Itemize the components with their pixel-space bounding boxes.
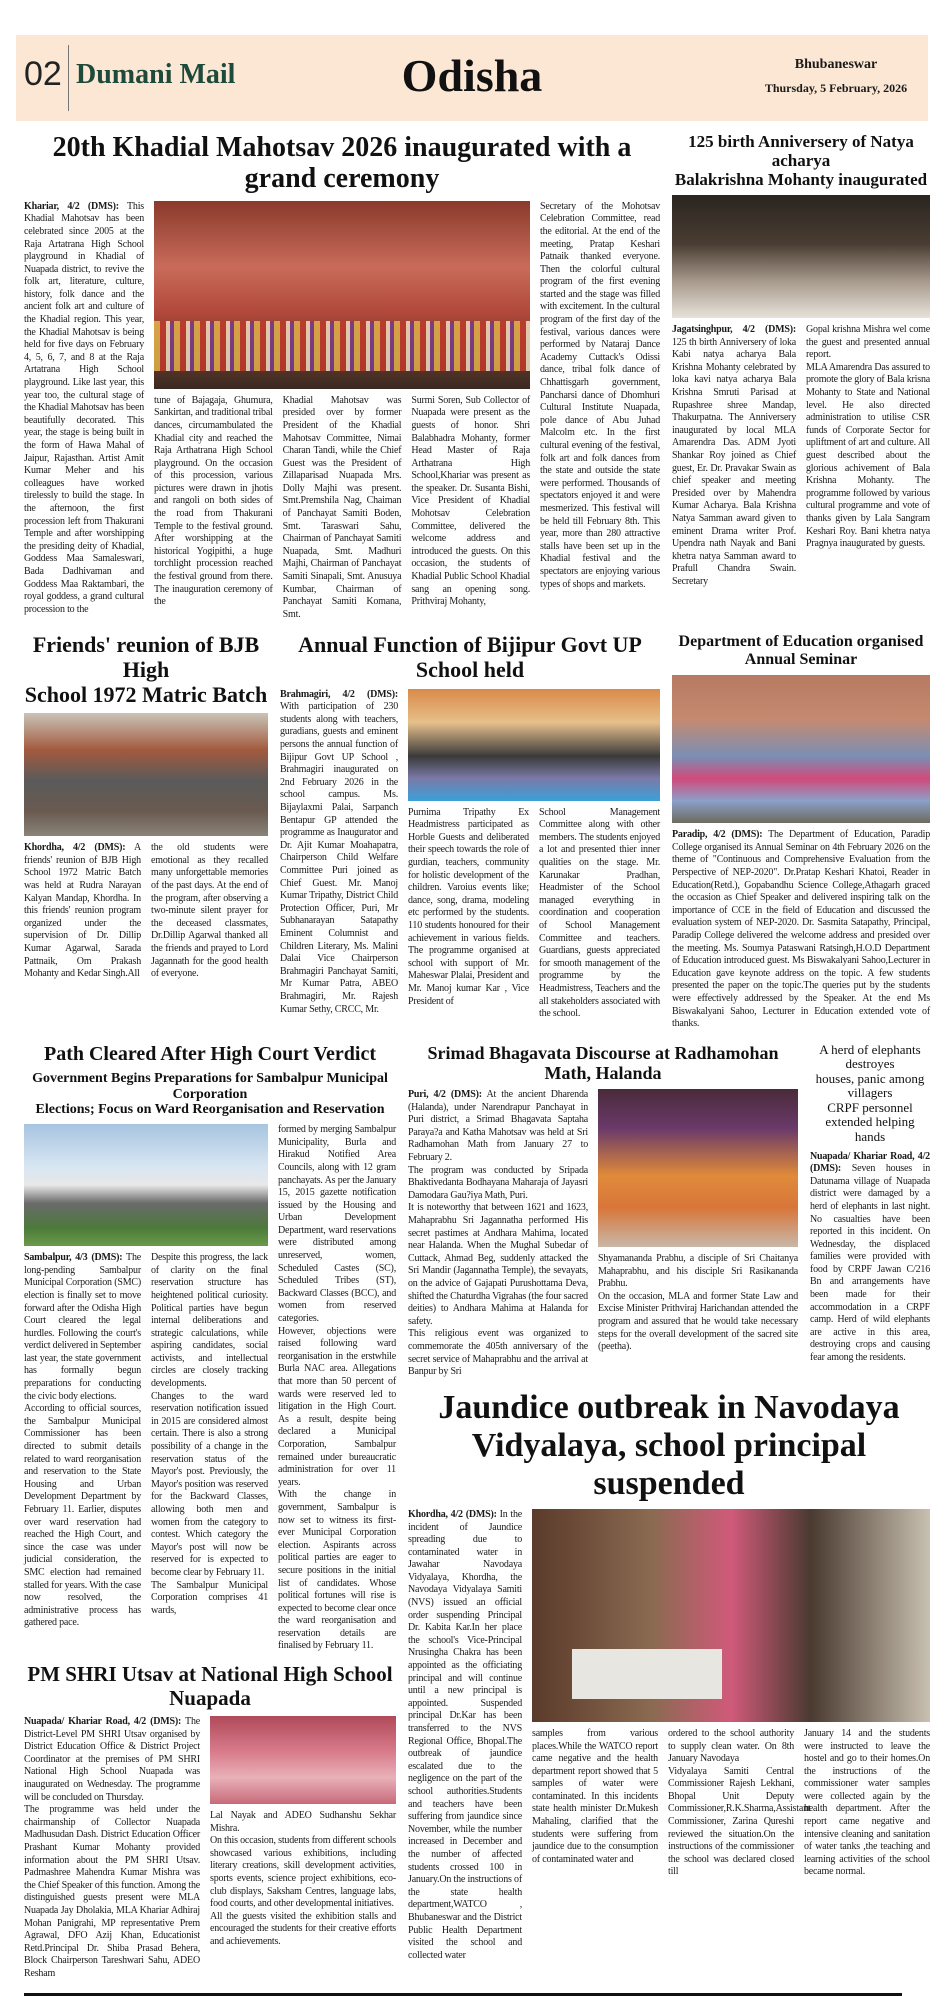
headline-line: Friends' reunion of BJB High — [32, 632, 260, 683]
headline-line: A herd of elephants destroyes — [819, 1041, 921, 1072]
headline-pmshri: PM SHRI Utsav at National High School Nuapada — [27, 1662, 393, 1710]
reunion-column-1 — [24, 842, 141, 981]
headline-reunion — [24, 633, 268, 707]
khadial-column-3: Khadial Mahotsav was presided over by former President of the Khadial Mahotsav Committee, Nimai Charan Tandi, while the Chief Guest was the President of Zillaparisad Nuapada Mrs. Dolly Majhi was present. Smt.Premshila Nag, Chaiman of Panchayat Samiti Boden, Smt. Taraswari Sahu, Chairman of Panchayat Samiti Nuapada, Smt. Madhuri Majhi, Chairman of Panchayat Samiti Sinapali, Smt. Anusuya Kumbar, Chairman of Panchayat Samiti Komana, Smt. — [282, 394, 402, 620]
natya-body — [672, 324, 930, 588]
article-sambalpur — [24, 1043, 396, 1653]
photo-annual-function — [408, 689, 660, 801]
page-body — [24, 132, 930, 1996]
article-text: At the ancient Dharenda (Halanda), under Narendrapur Panchayat in Puri district, a Srimad Bhagavata Saptaha Paraya?a and Katha Mahotsav was held at Sri Radhamohan Math from January 27 to February 2. The program was conducted by Sripada Bhaktivedanta Bodhayana Maharaja of Jayasri Damodara Gau?iya Math, Puri. It is noteworthy that between 1621 and 1623, Mahaprabhu Sri Jagannatha performed His secret pastimes at Andhara Mahima, located near Halanda. When the Mughal Subedar of Cuttack, Ahmad Beg, suddenly attacked the Sri Mandir (Jagannatha Temple), the sevayats, on the advice of Gajapati Purushottama Deva, shifted the Chaturdha Vigrahas (the four sacred deities) to Andhara Mahima at Halanda for safety. This religious event was organized to commemorate the 405th anniversary of the secret service of Mahaprabhu and the arrival at Banpur by Sri — [408, 1089, 588, 1378]
jaundice-column-1 — [408, 1509, 522, 1962]
headline-line: houses, panic among villagers — [815, 1070, 925, 1101]
article-text: The Department of Education, Paradip College organised its Annual Seminar on 4th February 2026 on the theme of "Continuous and Comprehensive Evaluation from the Perspective of NEP-2020". Dr.Pratap Keshari Khatoi, Reader in Education(Retd.), Gopabandhu Science College,Athagarh graced the occasion as Chief Speaker and delivered inspiring talk on the importance of CCE in the field of Education and discussed the evaluation system of NEP-2020. Dr. Sasmita Satapathy, Principal, Paradip College delivered the welcome address and presided over the meeting. Ms. Soumya Pataswani Ratsingh,H.O.D Department of Education introduced guest. Ms Biswakalyani Sahoo,Lecturer in Education gave keynote address on the topic. A few students presented the paper on the topic.The queries put by the students were effectively addressed by the Speaker. At the end Ms Biswakalyani Sahoo, Lecturer in Education extended vote of thanks. — [672, 829, 930, 1030]
article-text: A friends' reunion of BJB High School 1972 Matric Batch was held at Rudra Narayan Kalyan Mandap, Khordha. In this friends' reunion program organized under the supervision of Dr. Dillip Kumar Agarwal, Sarada Pattnaik, Om Prakash Mohanty and Kedar Singh.All — [24, 842, 141, 980]
seminar-text — [672, 829, 930, 1031]
photo-reunion-group — [24, 713, 268, 836]
dateline: Paradip, 4/2 (DMS): — [672, 829, 763, 841]
bijipur-right — [408, 689, 660, 1021]
page-number: 02 — [24, 55, 62, 93]
jaundice-column-2: samples from various places.While the WATCO report came negative and the health department report showed that 5 samples of water were contaminated. In this incidents state health minister Dr.Mukesh Mahaling, clarified that the students were suffering from jaundice due to the consumption of contaminated water and — [532, 1727, 658, 1865]
article-text: This Khadial Mahotsav has been celebrated since 2005 at the Raja Artatrana High School playground in Khadial of Nuapada district, to revive the folk art, literature, culture, history, folk dance and the ancient folk art and culture of the Khadial region. This year, the Khadial Mahotsav is being held for five days on February 4, 5, 6, 7, and 8 at the Raja Artatrana High School playground. Like last year, this year too, the cultural stage of the Khadial Mahotsav has been beautifully decorated. This year, the stage is being built in the form of Hawa Mahal of Jaipur, Rajasthan. Artist Amit Kumar Meher and his colleagues have worked tirelessly to build the stage. In the afternoon, the first procession left from Thakurani Temple and after worshipping the presiding deity of Khadial, Goddess Maa Samaleswari, Bada Dadhivaman and Goddess Maa Raktambari, the royal goddess, a grand cultural procession to the — [24, 200, 144, 615]
photo-municipal-building — [24, 1124, 268, 1246]
bhagavata-body — [408, 1089, 798, 1379]
headline-natya — [672, 132, 930, 189]
sambalpur-body — [24, 1124, 396, 1653]
bijipur-column-3: School Management Committee along with other members. The students enjoyed a lot and presented thier inner qualities on the stage. Mr. Karunakar Pradhan, Headmister of the School managed everything in coordination and cooperation of School Management Committee and teachers. Guardians, guests appreciated for smooth management of the programme by the Headmistress, Teachers and the all stakeholders associated with the school. — [539, 806, 660, 1020]
article-seminar — [672, 633, 930, 1030]
row-middle — [24, 633, 930, 1030]
headline-line: extended helping hands — [825, 1114, 915, 1144]
natya-column-1 — [672, 324, 796, 588]
article-text: 125 th birth Anniversery of loka Kabi natya acharya Bala Krishna Mohanty celebrated by loka kavi natya acharya Bala Krishna Smruti Parisad at Rupashree shree Mandap, Thakurpatna. The Anniversery inaugurated by local MLA Amarendra Das. ADM Jyoti Shankar Roy joined as Chief guest, Er. Dr. Pravakar Swain as chief speaker and meeting Presided over by Mahendra Kumar Acharya. Bala Krishna Natya Samman award given to eminent Drama writer Prof. Upendra nath Nayak and Bani khetra natya Samman award to Prafull Chandra Swain. Secretary — [672, 336, 796, 587]
photo-nameplate — [572, 1649, 722, 1699]
right-stack — [408, 1043, 930, 1963]
bhagavata-right — [598, 1089, 798, 1354]
headline-line: Balakrishna Mohanty inaugurated — [674, 170, 928, 190]
edition-city: Bhubaneswar — [794, 57, 878, 72]
article-text: The long-pending Sambalpur Municipal Corporation (SMC) election is finally set to move forward after the Odisha High Court cleared the legal hurdles. Following the court's verdict delivered in September last year, the state government has formally begun preparations for conducting the civic body elections. According to official sources, the Sambalpur Municipal Commissioner has been directed to submit details related to ward reorganisation and reservation to the State Housing and Urban Development Department by February 11. Earlier, disputes over ward reservation had reached the High Court, and since the case was under judicial consideration, the SMC election had remained stalled for years. With the case now resolved, the administrative process has gathered pace. — [24, 1252, 142, 1629]
article-text: The District-Level PM SHRI Utsav organised by District Education Office & District Project Coordinator at the premises of PM SHRI National High School Nuapada was inaugurated on Wednesday. The programme will be concluded on Thursday. The programme was held under the chairmanship of Collector Nuapada Madhusudan Dash. District Education Officer Prashant Kumar Mohanty provided information about the PM SHRI Utsav. Padmashree Mahendra Kumar Mishra was the Chief Speaker of this function. Among the distinguished guests present were MLA Nuapada Jay Dholakia, MLA Khariar Adhiraj Mohan Panigrahi, MP representative Prem Agrawal, DFO Azij Khan, Educationist Retd.Principal Dr. Shiba Prasad Behera, Block Chairperson Tareshwari Sahu, ADEO Resham — [24, 1716, 200, 1979]
khadial-column-2: tune of Bajagaja, Ghumura, Sankirtan, and traditional tribal dances, circumambulated the Khadial city and reached the Raja Arthatrana High School playground. On the occasion of this procession, various pictures were drawn in jhotis and rangoli on both sides of the road from Thakurani Temple to the festival ground. After worshipping at the historical Yogipithi, a huge torchlight procession reached the festival ground from there. The inauguration ceremony of the — [154, 394, 273, 608]
masthead-divider — [68, 45, 69, 111]
bhagavata-column-2: Shyamananda Prabhu, a disciple of Sri Chaitanya Mahaprabhu, and his disciple Sri Rasikananda Prabhu. On the occasion, MLA and former State Law and Excise Minister Prithviraj Harichandan attended the program and assured that he would take necessary steps for the overall development of the sacred site (peetha). — [598, 1253, 798, 1353]
headline-line: Vidyalaya, school principal suspended — [471, 1426, 867, 1502]
article-text: With participation of 230 students along with teachers, guradians, guests and eminent persons the annual function of Bijipur Govt UP School , Brahmagiri inaugurated on 2nd February 2026 in the school campus. Ms. Bijaylaxmi Palai, Sarpanch Bentapur GP attended the programme as Inaugurator and Dr. Ajit Kumar Moahapatra, Chairperson Child Welfare Committee Puri joined as Chief Guest. Mr. Manoj Kumar Tripathy, District Child Protection Officer, Puri, Mr Subhanarayan Satapathy Eminent Columnist and Children Literary, Ms. Malini Dalai Vice Chairperson Brahmagiri Panchayat Samiti, Mr Kumar Patra, ABEO Brahmagiri, Mr. Rajesh Kumar Sethy, CRCC, Mr. — [280, 701, 398, 1015]
article-bijipur — [280, 633, 660, 1020]
headline-bhagavata: Srimad Bhagavata Discourse at Radhamohan Math, Halanda — [427, 1042, 779, 1083]
jaundice-column-3: ordered to the school authority to supply clean water. On 8th January Navodaya Vidyalaya Samiti Central Commissioner Rajesh Lekhani, Bhopal Unit Deputy Commissioner,R.K.Sharma,Assistant Commissioner, Zarina Qureshi reviewed the situation.On the instructions of the commissioner the school was declared closed till — [668, 1727, 811, 1878]
dateline: Sambalpur, 4/3 (DMS): — [24, 1252, 123, 1264]
sambalpur-column-1 — [24, 1252, 141, 1630]
headline-line: 125 birth Anniversery of Natya acharya — [688, 132, 914, 171]
photo-book-release — [672, 195, 930, 318]
masthead — [16, 35, 928, 121]
dateline: Khordha, 4/2 (DMS): — [24, 842, 126, 854]
article-elephants — [810, 1043, 930, 1365]
headline-line: Elections; Focus on Ward Reorganisation and Reservation — [35, 1102, 385, 1118]
dateline: Puri, 4/2 (DMS): — [408, 1089, 482, 1101]
khadial-lower-columns — [154, 395, 530, 622]
article-text: Seven houses in Datunama village of Nuapada district were damaged by a herd of elephants in last night. No casualties have been reported in this incident. On Wednesday, the displaced families were provided with food by CRPF Jawan C/216 Bn and arrangements have been made for their accommodation in a CRPF camp. Herd of wild elephants are active in this area, destroying crops and causing fear among the residents. — [810, 1163, 930, 1364]
bijipur-column-2: Purnima Tripathy Ex Headmistress participated as Horble Guests and deliberated their speech towards the role of gurdian, teachers, community for holistic development of the children. Varoius events like; dance, song, drama, modeling etc performed by the students. 110 students honoured for their achievement in various fields. The programme organised at school with support of Mr. Maheswar Plalai, President and Mr. Manoj kumar Kar , Vice President of — [408, 806, 529, 1007]
headline-jaundice — [408, 1389, 930, 1503]
dateline: Nuapada/ Khariar Road, 4/2 (DMS): — [810, 1150, 930, 1175]
photo-khadial-stage — [154, 201, 530, 389]
photo-principal-office — [532, 1509, 930, 1722]
headline-bijipur: Annual Function of Bijipur Govt UP School held — [298, 632, 642, 683]
khadial-column-5: Secretary of the Mohotsav Celebration Committee, read the editorial. At the end of the meeting, Pratap Keshari Patnaik thanked everyone. Then the colorful cultural program of the first evening started and the stage was filled with excitement. In the cultural program of the first day of the festival, various dances were performed by Nataraj Dance Academy Cuttack's Odissi dance, tribal folk dance of Chhattisgarh government, Pancharsi dance of Dhomhuri Cultural Institute Nuapada, pole dance of Abu Juhad Malcolm etc. In the first cultural evening of the festival, folk art and folk dances from the state and outside the state were performed. Thousands of spectators enjoyed it and were mesmerized. This festival will be held till February 8th. This year, more than 280 attractive stalls have been set up in the Khadial festival and the spectators are enjoying various types of shops and markets. — [540, 200, 660, 590]
left-stack — [24, 1043, 396, 1981]
bhagavata-elephants-row — [408, 1043, 930, 1379]
jaundice-lower-columns — [532, 1728, 930, 1879]
photo-bhagavata-discourse — [598, 1089, 798, 1247]
headline-line: Jaundice outbreak in Navodaya — [438, 1388, 900, 1426]
sambalpur-column-2: Despite this progress, the lack of clarity on the final reservation structure has heightened political curiosity. Political parties have begun internal deliberations and strategic calculations, while aspiring candidates, social activists, and intellectual circles are closely tracking developments. Changes to the ward reservation notification issued in 2015 are considered almost certain. There is also a strong possibility of a change in the reservation status of the Mayor's post. Previously, the Mayor's position was reserved for the Backward Classes, allowing both men and women from the category to contest. Which category the Mayor's post will now be reserved for is expected to become clear by February 11. The Sambalpur Municipal Corporation comprises 41 wards, — [151, 1252, 268, 1616]
dateline: Khordha, 4/2 (DMS): — [408, 1508, 497, 1520]
sambalpur-left — [24, 1124, 268, 1630]
article-reunion — [24, 633, 268, 980]
dateline: Jagatsinghpur, 4/2 (DMS): — [672, 324, 796, 336]
dateline: Nuapada/ Khariar Road, 4/2 (DMS): — [24, 1716, 182, 1728]
article-bhagavata — [408, 1043, 798, 1379]
pmshri-column-1 — [24, 1716, 200, 1980]
photo-performers — [154, 321, 530, 371]
pmshri-body — [24, 1716, 396, 1980]
headline-line: Government Begins Preparations for Sambalpur Municipal Corporation — [32, 1071, 388, 1102]
natya-column-2: Gopal krishna Mishra wel come the guest and presented annual report. MLA Amarendra Das assured to promote the glory of Bala krisna Mohanty to State and National level. He also directed administration to utilise CSR funds of Corporate Sector for upliftment of art and culture. All guest described about the glorious achivement of Bala Krishna Mohanty. The programme followed by various cultural programme and vote of thanks given by Lala Sangram Keshari Roy. Bani khetra natya Pragnya inaugurated by guests. — [806, 324, 930, 550]
reunion-column-2: the old students were emotional as they recalled many unforgettable memories of the past days. At the end of the program, after observing a two-minute silent prayer for the deceased classmates, Dr.Dillip Agarwal thanked all the friends and prayed to Lord Jagannath for the good health of everyone. — [151, 842, 268, 980]
article-text: In the incident of Jaundice spreading due to contaminated water in Jawahar Navodaya Vidyalaya, Khordha, the Navodaya Vidyalaya Samiti (NVS) issued an official order suspending Principal Dr. Kabita Kar.In her place the school's Vice-Principal Nrusingha Chakra has been appointed as the officiating principal and will continue until a new principal is appointed. Suspended principal Dr.Kar has been transferred to the NVS Regional Office, Bhopal.The outbreak of jaundice escalated due to the negligence on the part of the school authorities.Students and teachers have been suffering from jaundice since November, while the number increased in December and the number of affected students crossed 100 in January.On the instructions of the state health department,WATCO , Bhubaneswar and the District Public Health Department visited the school and collected water — [408, 1508, 522, 1961]
bijipur-lower-columns — [408, 807, 660, 1021]
section-title: Odisha — [401, 50, 543, 101]
bhagavata-column-1 — [408, 1089, 588, 1379]
sambalpur-lower-columns — [24, 1252, 268, 1630]
reunion-body — [24, 842, 268, 981]
headline-khadial: 20th Khadial Mahotsav 2026 inaugurated with a grand ceremony — [52, 132, 632, 195]
photo-seminar-group — [672, 675, 930, 823]
headline-seminar: Department of Education organised Annual Seminar — [678, 633, 924, 669]
page-bottom-rule — [24, 1993, 902, 1996]
article-natya — [672, 132, 930, 589]
dateline: Khariar, 4/2 (DMS): — [24, 200, 119, 212]
edition-date: Thursday, 5 February, 2026 — [764, 81, 908, 95]
article-pmshri — [24, 1663, 396, 1981]
khadial-body — [24, 201, 660, 622]
headline-elephants — [810, 1043, 930, 1145]
jaundice-body — [408, 1509, 930, 1962]
dateline: Brahmagiri, 4/2 (DMS): — [280, 688, 398, 700]
jaundice-right — [532, 1509, 930, 1879]
khadial-column-1 — [24, 201, 144, 617]
headline-sambalpur — [24, 1071, 396, 1118]
jaundice-column-4: January 14 and the students were instructed to leave the hostel and go to their homes.On the instructions of the commissioner water samples were collected again by the health department. After the report came negative and intensive cleaning and sanitation of water tanks ,the teaching and learning activities of the school became normal. — [804, 1727, 930, 1878]
bijipur-column-1 — [280, 689, 398, 1016]
bijipur-body — [280, 689, 660, 1021]
article-jaundice — [408, 1389, 930, 1963]
pmshri-column-2: Lal Nayak and ADEO Sudhanshu Sekhar Mishra. On this occasion, students from different schools showcased various exhibitions, including literary creations, skill development activities, sports events, science project exhibitions, eco-club displays, Saksham Centres, language labs, food courts, and other developmental initiatives. All the guests visited the exhibition stalls and encouraged the students for their creative efforts and achievements. — [210, 1810, 396, 1948]
headline-line: School 1972 Matric Batch — [24, 681, 268, 707]
kicker-sambalpur: Path Cleared After High Court Verdict — [43, 1042, 376, 1065]
headline-line: CRPF personnel — [827, 1099, 913, 1115]
khadial-middle — [154, 201, 530, 622]
newspaper-name: Dumani Mail — [76, 59, 236, 90]
row-top — [24, 132, 930, 621]
row-bottom — [24, 1043, 930, 1981]
khadial-column-4: Surmi Soren, Sub Collector of Nuapada were present as the guests of honor. Shri Balabhadra Mohanty, former Head Master of Raja Arthatrana High School,Khariar was present as the speaker. Dr. Susanta Bishi, Vice President of Khadial Mohotsav Celebration Committee, delivered the welcome address and introduced the guests. On this occasion, the students of Khadial Public School Khadial sang an opening song. Prithviraj Mohanty, — [411, 394, 531, 608]
article-khadial — [24, 132, 660, 621]
pmshri-right — [210, 1716, 396, 1949]
elephants-text — [810, 1151, 930, 1365]
sambalpur-column-3: formed by merging Sambalpur Municipality, Burla and Hirakud Notified Area Councils, along with 12 gram panchayats. As per the January 15, 2015 gazette notification issued by the Housing and Urban Development Department, ward reservations were distributed among unreserved, women, Scheduled Castes (SC), Scheduled Tribes (ST), Backward Classes (BCC), and women from reserved categories. However, objections were raised following ward reorganisation in the erstwhile Burla NAC area. Allegations that more than 50 percent of wards were reserved led to litigation in the High Court. As a result, despite being declared a Municipal Corporation, Sambalpur remained under bureaucratic administration for over 11 years. With the change in government, Sambalpur is now set to witness its first-ever Municipal Corporation election. Aspirants across political parties are eager to secure positions in the initial list of candidates. Whose political fortunes will rise is expected to become clear once the ward reorganisation and reservation details are finalised by February 11. — [278, 1124, 396, 1652]
photo-pmshri-dais — [210, 1716, 396, 1804]
